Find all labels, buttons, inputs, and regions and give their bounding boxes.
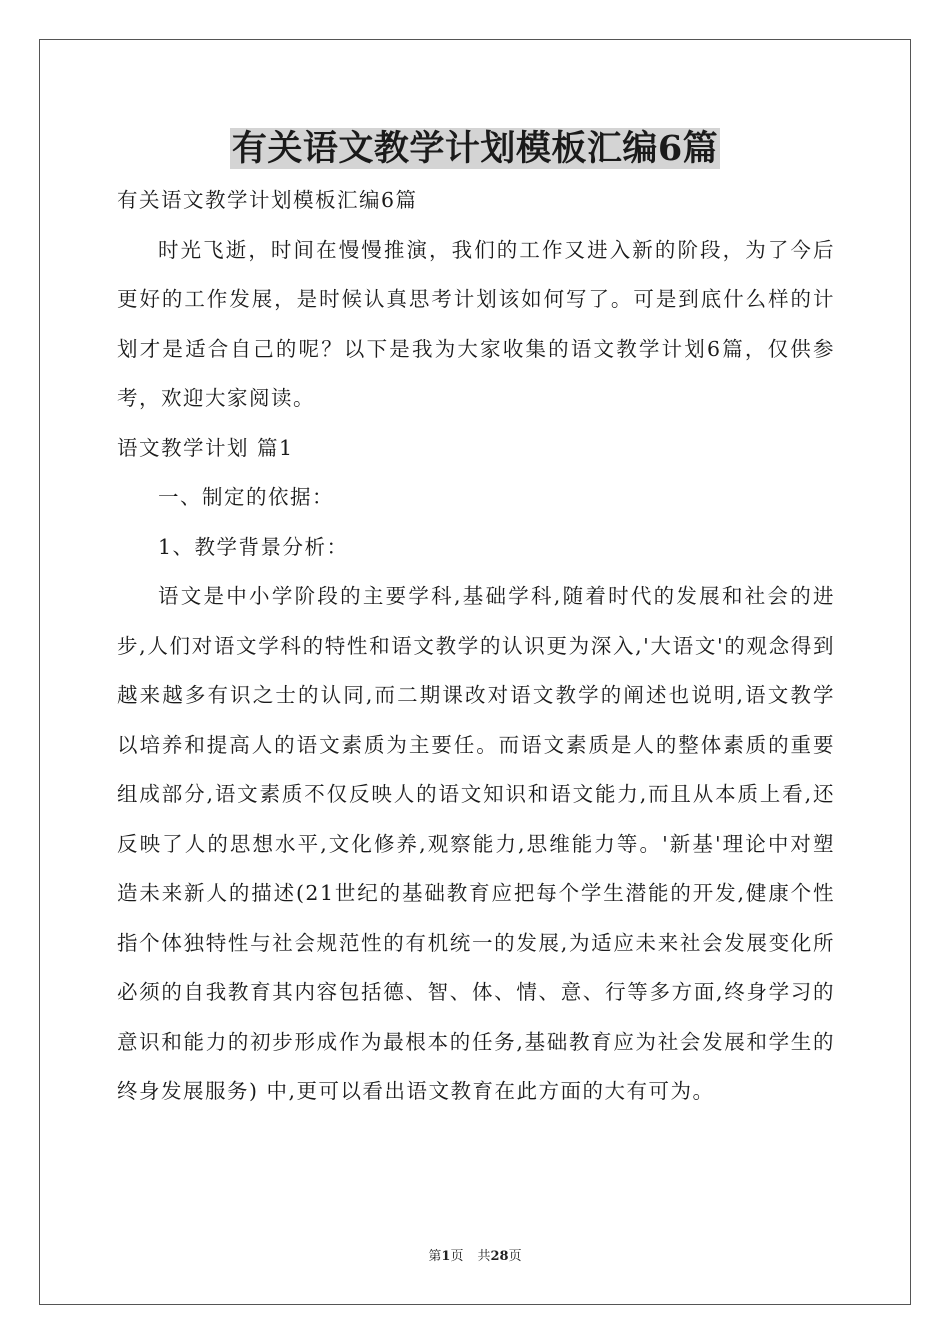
- document-title-text: 有关语文教学计划模板汇编6篇: [231, 128, 719, 169]
- page-footer: [0, 1247, 950, 1267]
- total-prefix: 共: [477, 1249, 491, 1264]
- sub-subsection-heading: 1、教学背景分析：: [158, 534, 349, 559]
- document-title: [0, 122, 950, 176]
- document-body: [117, 176, 835, 1117]
- page-suffix: 页: [450, 1249, 464, 1264]
- intro-paragraph: 时光飞逝，时间在慢慢推演，我们的工作又进入新的阶段，为了今后更好的工作发展，是时候认真思考计划该如何写了。可是到底什么样的计划才是适合自己的呢？以下是我为大家收集的语文教学计划6篇，仅供参考，欢迎大家阅读。: [117, 237, 835, 410]
- body-paragraph: 语文是中小学阶段的主要学科,基础学科,随着时代的发展和社会的进步,人们对语文学科的特性和语文教学的认识更为深入,'大语文'的观念得到越来越多有识之士的认同,而二期课改对语文教学的阐述也说明,语文教学以培养和提高人的语文素质为主要任。而语文素质是人的整体素质的重要组成部分,语文素质不仅反映人的语文知识和语文能力,而且从本质上看,还反映了人的思想水平,文化修养,观察能力,思维能力等。'新基'理论中对塑造未来新人的描述(21世纪的基础教育应把每个学生潜能的开发,健康个性指个体独特性与社会规范性的有机统一的发展,为适应未来社会发展变化所必须的自我教育其内容包括德、智、体、情、意、行等多方面,终身学习的意识和能力的初步形成作为最根本的任务,基础教育应为社会发展和学生的终身发展服务) 中,更可以看出语文教育在此方面的大有可为。: [117, 584, 835, 1103]
- total-suffix: 页: [508, 1249, 522, 1264]
- page-prefix: 第: [428, 1249, 442, 1264]
- document-subtitle: 有关语文教学计划模板汇编6篇: [117, 188, 418, 212]
- page-total: 28: [490, 1249, 509, 1264]
- subsection-heading: 一、制定的依据：: [158, 485, 334, 509]
- page-current: 1: [441, 1249, 451, 1264]
- section-heading: 语文教学计划 篇1: [117, 435, 294, 460]
